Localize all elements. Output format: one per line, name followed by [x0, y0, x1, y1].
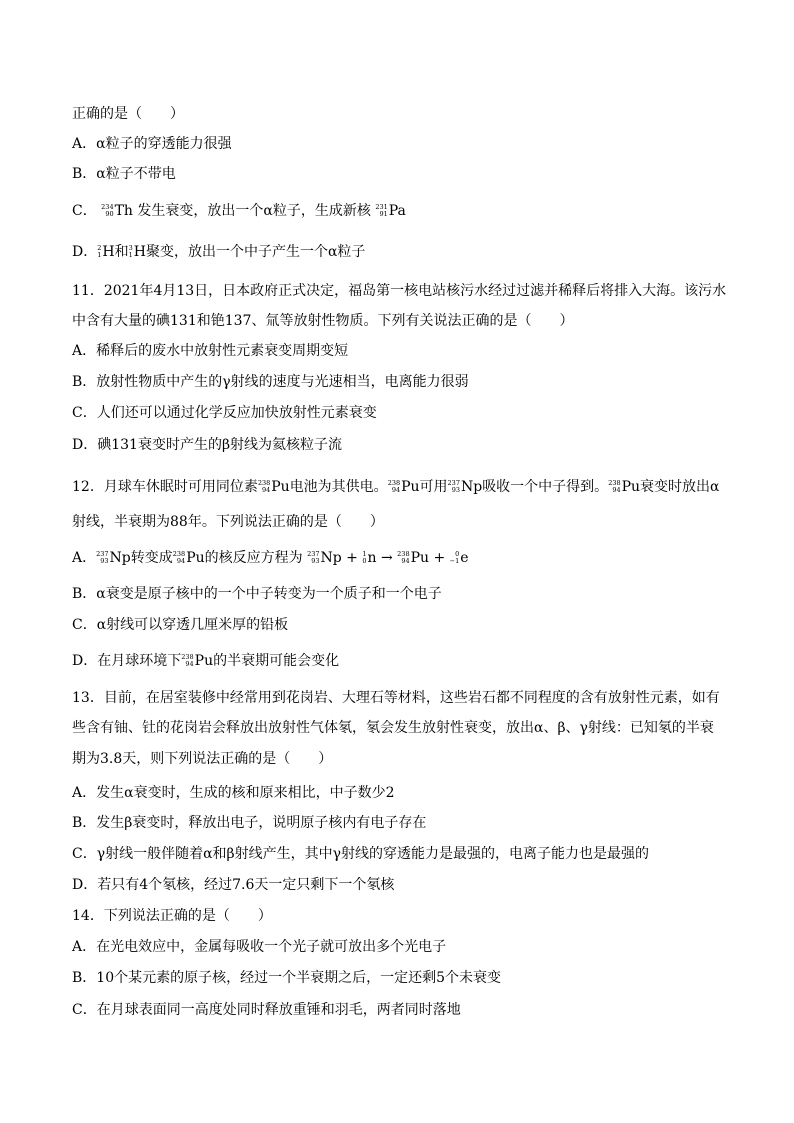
q14-option-c: C．在月球表面同一高度处同时释放重锤和羽毛，两者同时落地 — [72, 1002, 461, 1018]
q13-option-d: D．若只有4个氡核，经过7.6天一定只剩下一个氡核 — [72, 877, 395, 893]
nuclide-np237: 237 93 Np — [447, 479, 483, 495]
q10-option-a: A．α粒子的穿透能力很强 — [72, 136, 232, 152]
q12-option-c: C．α射线可以穿透几厘米厚的铅板 — [72, 617, 289, 633]
plus-sign: + — [433, 550, 446, 566]
q14-stem: 14．下列说法正确的是（ ） — [72, 908, 272, 924]
nuclide-pu238: 238 94 Pu — [397, 550, 430, 566]
q11-option-a: A．稀释后的废水中放射性元素衰变周期变短 — [72, 343, 349, 359]
nuclide-electron: 0 −1 e — [449, 550, 469, 566]
q13-option-a: A．发生α衰变时，生成的核和原来相比，中子数少2 — [72, 785, 395, 801]
nuclide-neutron: 1 0 n — [362, 550, 377, 566]
nuclide-pa231: 231 91 Pa — [375, 203, 406, 219]
arrow-sign: → — [380, 550, 393, 566]
q13-option-b: B．发生β衰变时，释放出电子，说明原子核内有电子存在 — [72, 815, 427, 831]
nuclide-th234: 234 90 Th — [101, 203, 133, 219]
q10-option-d: D． 2 1 H和 3 1 H聚变，放出一个中子产生一个α粒子 — [72, 244, 366, 260]
q10-option-c: C． 234 90 Th 发生衰变，放出一个α粒子，生成新核 231 91 Pa — [72, 203, 406, 219]
nuclide-pu238: 238 94 Pu — [608, 479, 641, 495]
q13-stem-line1: 13．目前，在居室装修中经常用到花岗岩、大理石等材料，这些岩石都不同程度的含有放射性元素，如有 — [72, 690, 720, 706]
q12-option-d: D．在月球环境下 238 94 Pu的半衰期可能会变化 — [72, 653, 340, 669]
nuclide-np237: 237 93 Np — [96, 550, 131, 566]
q13-stem-line2: 些含有铀、钍的花岗岩会释放出放射性气体氡，氡会发生放射性衰变，放出α、β、γ射线：已知氡的半衰 — [72, 720, 714, 736]
q12-stem-line1: 12．月球车休眠时可用同位素 238 94 Pu电池为其供电。 238 94 Pu可用 237 93 Np吸收一个中子得到。 238 94 Pu衰变时放出α — [72, 479, 720, 495]
q10-stem-end: 正确的是（ ） — [72, 106, 184, 122]
q11-option-b: B．放射性物质中产生的γ射线的速度与光速相当，电离能力很弱 — [72, 374, 469, 390]
q12-option-a: A． 237 93 Np转变成 238 94 Pu的核反应方程为 237 93 Np + 1 0 n → 238 94 Pu + 0 −1 e — [72, 550, 469, 566]
q11-stem-line1: 11．2021年4月13日，日本政府正式决定，福岛第一核电站核污水经过过滤并稀释后将排入大海。该污水 — [72, 283, 727, 299]
nuclide-pu238: 238 94 Pu — [172, 550, 205, 566]
q13-stem-line3: 期为3.8天，则下列说法正确的是（ ） — [72, 751, 333, 767]
nuclide-h3: 3 1 H — [128, 244, 146, 260]
nuclide-pu238: 238 94 Pu — [387, 479, 420, 495]
nuclide-pu238: 238 94 Pu — [257, 479, 290, 495]
nuclide-np237: 237 93 Np — [307, 550, 342, 566]
q14-option-b: B．10个某元素的原子核，经过一个半衰期之后，一定还剩5个未衰变 — [72, 970, 502, 986]
q11-stem-line2: 中含有大量的碘131和铯137、氚等放射性物质。下列有关说法正确的是（ ） — [72, 313, 574, 329]
q14-option-a: A．在光电效应中，金属每吸收一个光子就可放出多个光电子 — [72, 939, 447, 955]
q10-option-b: B．α粒子不带电 — [72, 166, 176, 182]
q11-option-d: D．碘131衰变时产生的β射线为氦核粒子流 — [72, 437, 343, 453]
q13-option-c: C．γ射线一般伴随着α和β射线产生，其中γ射线的穿透能力是最强的，电离子能力也是最强的 — [72, 846, 649, 862]
q12-stem-line2: 射线，半衰期为88年。下列说法正确的是（ ） — [72, 514, 384, 530]
plus-sign: + — [346, 550, 358, 566]
q11-option-c: C．人们还可以通过化学反应加快放射性元素衰变 — [72, 405, 377, 421]
nuclide-pu238: 238 94 Pu — [181, 653, 214, 669]
nuclide-h2: 2 1 H — [97, 244, 115, 260]
q12-option-b: B．α衰变是原子核中的一个中子转变为一个质子和一个电子 — [72, 586, 442, 602]
